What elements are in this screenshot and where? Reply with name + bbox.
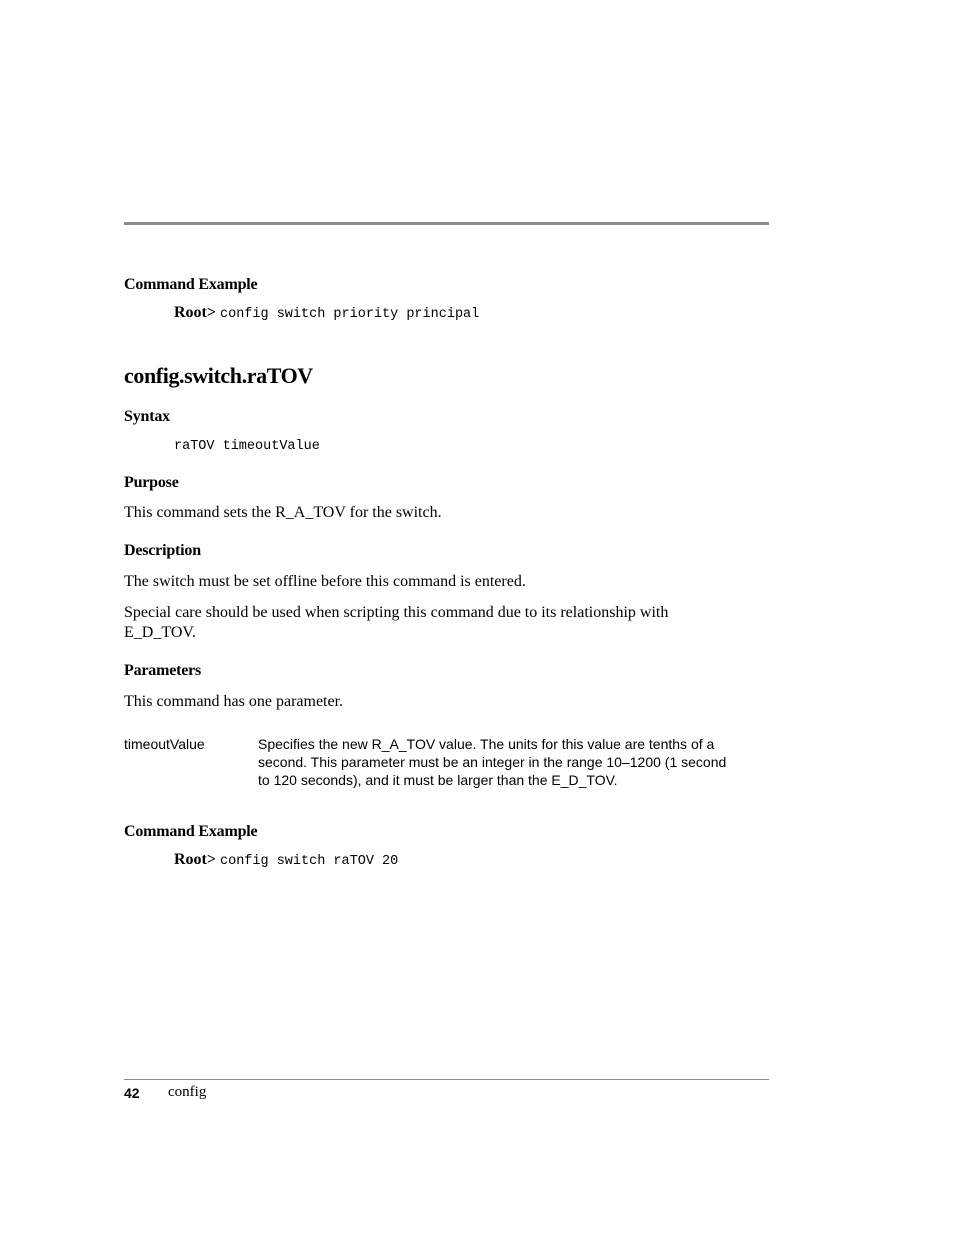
command-prompt-2: Root> (174, 851, 216, 868)
page-number: 42 (124, 1085, 140, 1101)
command-text-2: config switch raTOV 20 (220, 854, 399, 869)
command-example-heading-2: Command Example (124, 823, 258, 840)
description-heading: Description (124, 542, 201, 559)
footer-rule (124, 1079, 769, 1080)
section-title: config.switch.raTOV (124, 363, 313, 388)
footer-section-name: config (168, 1084, 207, 1100)
parameter-name: timeoutValue (124, 736, 205, 752)
parameters-heading: Parameters (124, 662, 202, 679)
description-paragraph-2-line-1: Special care should be used when scripting this command due to its relationship with (124, 604, 669, 621)
description-paragraph-2-line-2: E_D_TOV. (124, 624, 196, 641)
command-example-heading: Command Example (124, 276, 258, 293)
syntax-heading: Syntax (124, 408, 170, 425)
command-prompt: Root> (174, 304, 216, 321)
command-text: config switch priority principal (220, 307, 480, 322)
parameter-description-line-3: to 120 seconds), and it must be larger than the E_D_TOV. (258, 772, 618, 788)
parameter-description (258, 735, 738, 789)
header-rule (124, 222, 769, 225)
description-paragraph-1: The switch must be set offline before this command is entered. (124, 573, 526, 590)
parameter-description-line-1: Specifies the new R_A_TOV value. The units for this value are tenths of a (258, 736, 715, 752)
syntax-text: raTOV timeoutValue (174, 439, 320, 454)
parameters-intro: This command has one parameter. (124, 693, 344, 710)
purpose-heading: Purpose (124, 474, 179, 491)
parameter-description-line-2: second. This parameter must be an integer in the range 10–1200 (1 second (258, 754, 727, 770)
purpose-text: This command sets the R_A_TOV for the switch. (124, 504, 442, 521)
command-example-line (174, 304, 479, 322)
command-example-line-2 (174, 851, 398, 869)
